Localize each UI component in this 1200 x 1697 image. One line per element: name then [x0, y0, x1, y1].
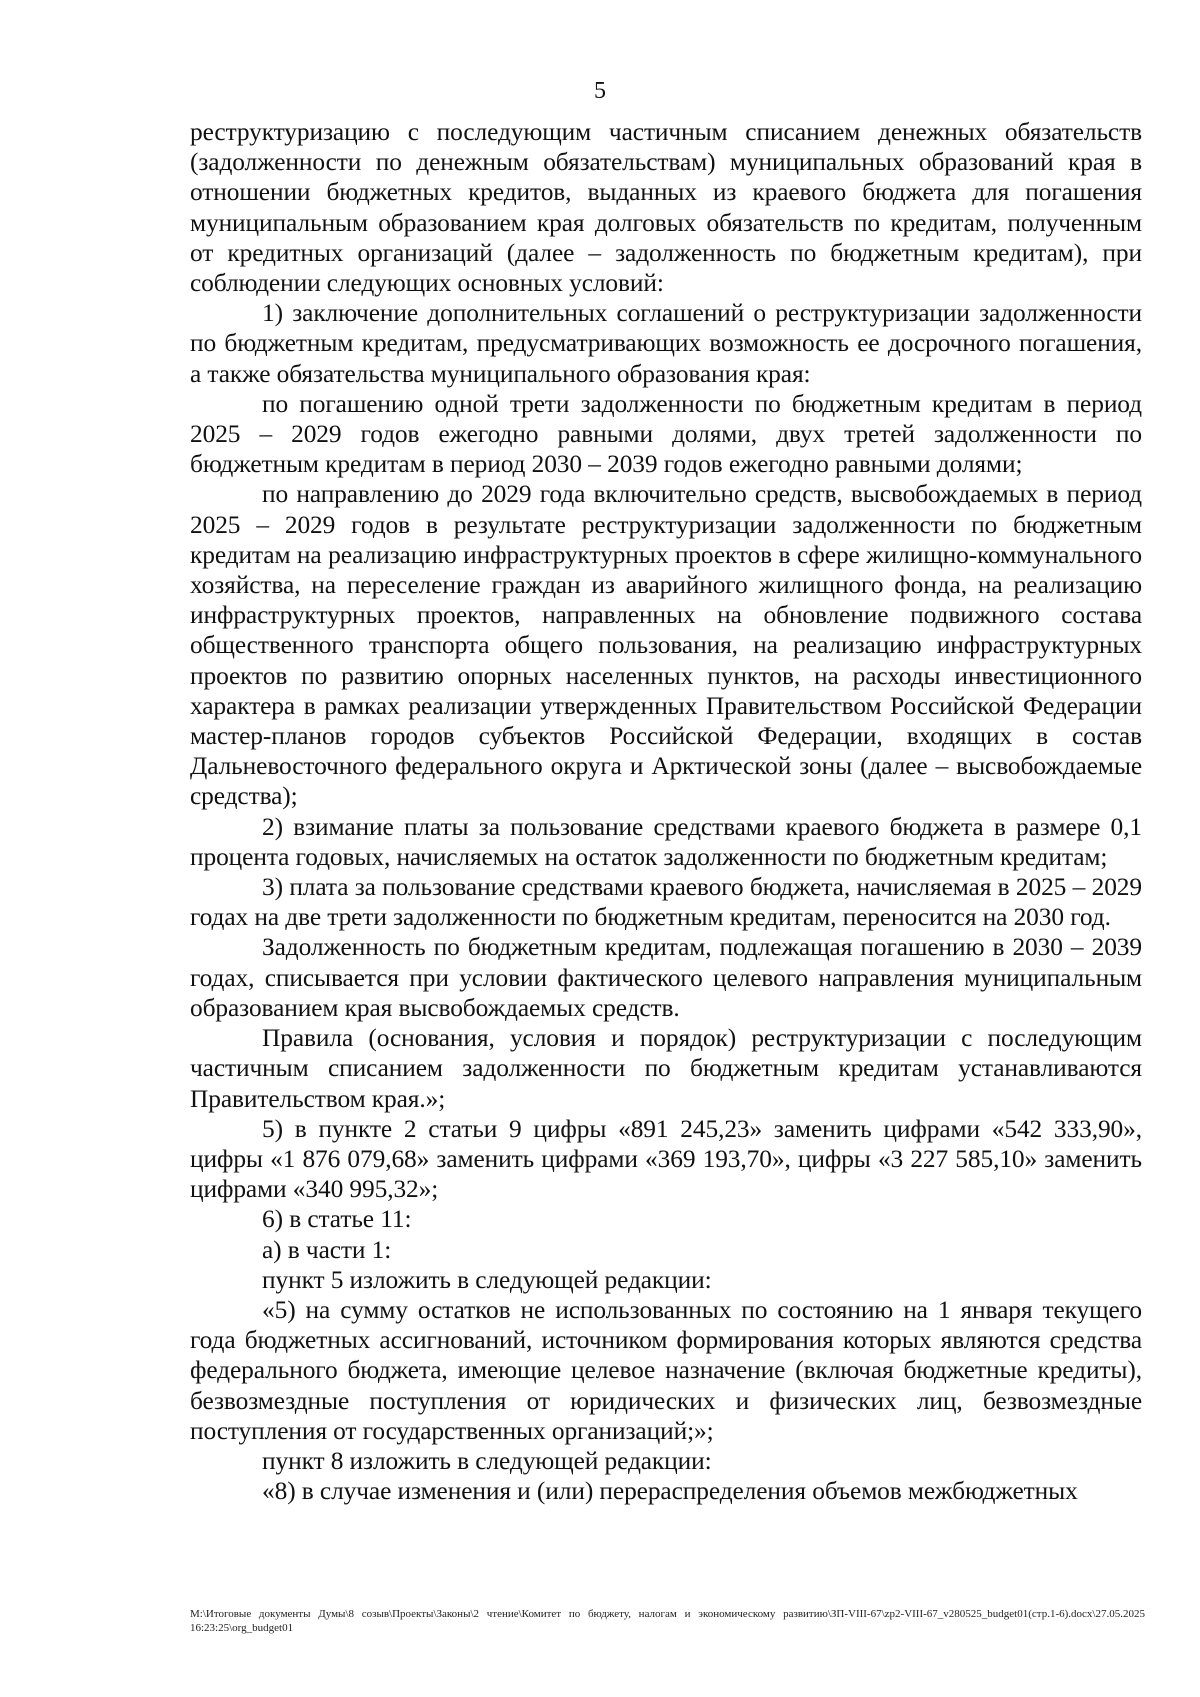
paragraph: Правила (основания, условия и порядок) реструктуризации с последующим частичным списанием задолженности по бюджетным кредитам устанавливаются Правительством края.»;	[190, 1024, 1142, 1113]
paragraph: «5) на сумму остатков не использованных по состоянию на 1 января текущего года бюджетных ассигнований, источником формирования которых являются средства федерального бюджета, имеющие целевое назначение (включая бюджетные кредиты), безвозмездные поступления от юридических и физических лиц, безвозмездные поступления от государственных организаций;»;	[190, 1295, 1142, 1445]
paragraph: пункт 8 изложить в следующей редакции:	[262, 1446, 712, 1475]
paragraph: 1) заключение дополнительных соглашений о реструктуризации задолженности по бюджетным кредитам, предусматривающих возможность ее досрочного погашения, а также обязательства муниципального образования края:	[190, 299, 1142, 388]
paragraph: «8) в случае изменения и (или) перераспределения объемов межбюджетных	[262, 1477, 1078, 1506]
paragraph: пункт 5 изложить в следующей редакции:	[262, 1265, 712, 1294]
page-number: 5	[594, 78, 606, 104]
paragraph: Задолженность по бюджетным кредитам, подлежащая погашению в 2030 – 2039 годах, списывается при условии фактического целевого направления муниципальным образованием края высвобождаемых средств.	[190, 933, 1142, 1022]
document-body	[190, 117, 1142, 1506]
paragraph: 5) в пункте 2 статьи 9 цифры «891 245,23» заменить цифрами «542 333,90», цифры «1 876 079,68» заменить цифрами «369 193,70», цифры «3 227 585,10» заменить цифрами «340 995,32»;	[190, 1114, 1142, 1204]
paragraph: реструктуризацию с последующим частичным списанием денежных обязательств (задолженности по денежным обязательствам) муниципальных образований края в отношении бюджетных кредитов, выданных из краевого бюджета для погашения муниципальным образованием края долговых обязательств по кредитам, полученным от кредитных организаций (далее – задолженность по бюджетным кредитам), при соблюдении следующих основных условий:	[190, 118, 1142, 298]
paragraph: по направлению до 2029 года включительно средств, высвобождаемых в период 2025 – 2029 годов в результате реструктуризации задолженности по бюджетным кредитам на реализацию инфраструктурных проектов в сфере жилищно-коммунального хозяйства, на переселение граждан из аварийного жилищного фонда, на реализацию инфраструктурных проектов, направленных на обновление подвижного состава общественного транспорта общего пользования, на реализацию инфраструктурных проектов по развитию опорных населенных пунктов, на расходы инвестиционного характера в рамках реализации утвержденных Правительством Российской Федерации мастер-планов городов субъектов Российской Федерации, входящих в состав Дальневосточного федерального округа и Арктической зоны (далее – высвобождаемые средства);	[190, 480, 1142, 811]
paragraph: 2) взимание платы за пользование средствами краевого бюджета в размере 0,1 процента годовых, начисляемых на остаток задолженности по бюджетным кредитам;	[190, 812, 1142, 871]
paragraph: 3) плата за пользование средствами краевого бюджета, начисляемая в 2025 – 2029 годах на две трети задолженности по бюджетным кредитам, переносится на 2030 год.	[190, 873, 1142, 932]
paragraph: по погашению одной трети задолженности по бюджетным кредитам в период 2025 – 2029 годов ежегодно равными долями, двух третей задолженности по бюджетным кредитам в период 2030 – 2039 годов ежегодно равными долями;	[190, 389, 1142, 479]
paragraph: 6) в статье 11:	[262, 1205, 412, 1234]
paragraph: а) в части 1:	[262, 1235, 392, 1264]
file-path-footer: M:\Итоговые документы Думы\8 созыв\Проекты\Законы\2 чтение\Комитет по бюджету, налогам и экономическому развитию\ЗП-VIII-67\zp2-VIII-67_v280525_budget01(стр.1-6).docx\27.05.2025 16:23:25\org_budget01	[190, 1608, 1145, 1634]
